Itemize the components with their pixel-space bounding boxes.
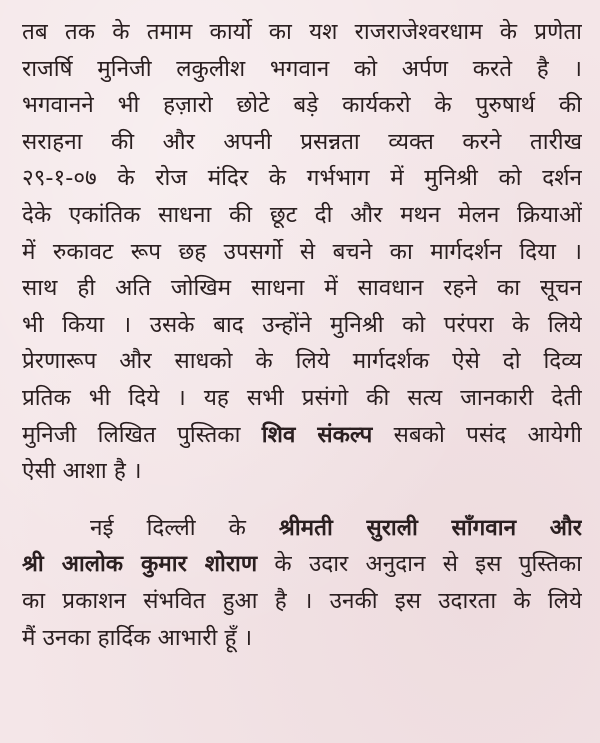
- paragraph-1-line-11: प्रतिक भी दिये । यह सभी प्रसंगो की सत्य जानकारी देती: [22, 384, 582, 411]
- paragraph-1-line-7: में रुकावट रूप छह उपसर्गो से बचने का मार्गदर्शन दिया ।: [22, 238, 582, 265]
- paragraph-1-line-8: साथ ही अति जोखिम साधना में सावधान रहने का सूचन: [22, 275, 582, 302]
- paragraph-1-line-9: भी किया । उसके बाद उन्होंने मुनिश्री को परंपरा के लिये: [22, 311, 582, 338]
- paragraph-1-line-13: ऐसी आशा है ।: [22, 458, 142, 485]
- paragraph-1-line-6: देके एकांतिक साधना की छूट दी और मथन मेलन क्रियाओं: [22, 201, 582, 228]
- paragraph-2-line-3: का प्रकाशन संभवित हुआ है । उनकी इस उदारता के लिये: [22, 587, 582, 614]
- paragraph-1-line-2: राजर्षि मुनिजी लकुलीश भगवान को अर्पण करते है ।: [22, 55, 582, 82]
- paragraph-1-line-4: सराहना की और अपनी प्रसन्नता व्यक्त करने तारीख: [22, 128, 582, 155]
- paragraph-spacer: [22, 490, 582, 510]
- line-12-text-after: सबको पसंद आयेगी: [372, 421, 582, 448]
- p2-line-1-text-before: नई दिल्ली के: [90, 514, 279, 541]
- book-title-shiv-sankalp: शिव संकल्प: [261, 421, 373, 448]
- p2-line-2-text-after: के उदार अनुदान से इस पुस्तिका: [257, 551, 582, 578]
- paragraph-1-line-10: प्रेरणारूप और साधको के लिये मार्गदर्शक ऐसे दो दिव्य: [22, 348, 582, 375]
- body-text: [22, 14, 582, 656]
- paragraph-2-line-1: [22, 510, 582, 547]
- paragraph-2-line-2: [22, 546, 582, 583]
- line-12-text-before: मुनिजी लिखित पुस्तिका: [22, 421, 262, 448]
- donor-name-1: श्रीमती सुराली साँगवान और: [278, 514, 582, 541]
- paragraph-1-line-5: २९-१-०७ के रोज मंदिर के गर्भभाग में मुनिश्री को दर्शन: [22, 165, 582, 192]
- donor-name-2: श्री आलोक कुमार शोराण: [22, 551, 258, 578]
- paragraph-2-line-4: मैं उनका हार्दिक आभारी हूँ ।: [22, 624, 253, 651]
- paragraph-1-line-3: भगवानने भी हज़ारो छोटे बड़े कार्यकरो के पुरुषार्थ की: [22, 92, 582, 119]
- paragraph-1-line-12: [22, 417, 582, 454]
- paragraph-1-line-1: तब तक के तमाम कार्यो का यश राजराजेश्वरधाम के प्रणेता: [22, 19, 582, 45]
